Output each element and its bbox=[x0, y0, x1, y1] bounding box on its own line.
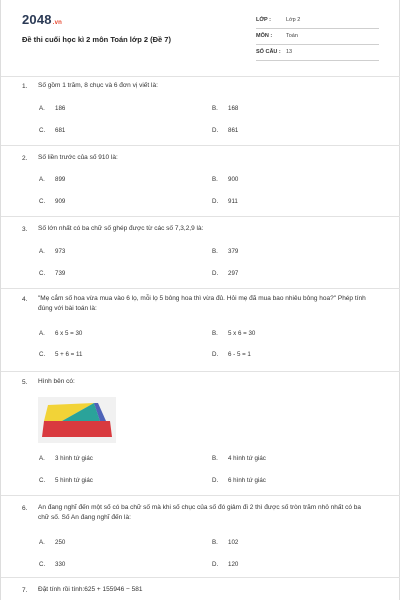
option-value: 6 x 5 = 30 bbox=[55, 330, 83, 337]
option-letter: D. bbox=[212, 270, 219, 277]
option-c[interactable] bbox=[39, 127, 65, 134]
option-letter: A. bbox=[39, 248, 45, 255]
option-value: 120 bbox=[228, 561, 239, 568]
document-title: Đề thi cuối học kì 2 môn Toán lớp 2 (Đề 7) bbox=[22, 35, 171, 44]
option-d[interactable] bbox=[212, 561, 238, 568]
option-letter: B. bbox=[212, 455, 218, 462]
option-d[interactable] bbox=[212, 351, 251, 358]
option-b[interactable] bbox=[212, 455, 266, 462]
question-number: 4. bbox=[22, 296, 28, 303]
option-a[interactable] bbox=[39, 176, 65, 183]
option-c[interactable] bbox=[39, 561, 65, 568]
option-value: 681 bbox=[55, 127, 66, 134]
question-text: An đang nghĩ đến một số có ba chữ số mà khi số chục của số đó giảm đi 2 thì được số tròn trăm nhỏ nhất có ba chữ số. Số An đang nghĩ đến là: bbox=[38, 504, 361, 521]
logo-text: 2048 bbox=[22, 12, 52, 27]
quadrilateral-figure-drawing bbox=[38, 397, 116, 443]
option-value: 297 bbox=[228, 270, 239, 277]
question-number: 2. bbox=[22, 155, 28, 162]
meta-value: Toán bbox=[286, 33, 298, 39]
option-letter: A. bbox=[39, 176, 45, 183]
meta-key: SỐ CÂU : bbox=[256, 49, 281, 55]
meta-key: LỚP : bbox=[256, 17, 271, 23]
option-d[interactable] bbox=[212, 270, 238, 277]
option-letter: B. bbox=[212, 539, 218, 546]
option-value: 379 bbox=[228, 248, 239, 255]
option-value: 5 x 6 = 30 bbox=[228, 330, 256, 337]
option-letter: D. bbox=[212, 561, 219, 568]
option-value: 911 bbox=[228, 198, 238, 205]
question-text: Số lớn nhất có ba chữ số ghép được từ các số 7,3,2,9 là: bbox=[38, 225, 204, 232]
option-b[interactable] bbox=[212, 105, 238, 112]
option-a[interactable] bbox=[39, 330, 82, 337]
option-value: 6 hình tứ giác bbox=[228, 477, 266, 484]
option-d[interactable] bbox=[212, 477, 266, 484]
option-letter: B. bbox=[212, 330, 218, 337]
option-c[interactable] bbox=[39, 198, 65, 205]
option-value: 168 bbox=[228, 105, 239, 112]
red-region bbox=[42, 421, 112, 437]
question-text: Số liền trước của số 910 là: bbox=[38, 154, 118, 161]
option-a[interactable] bbox=[39, 105, 65, 112]
option-value: 6 - 5 = 1 bbox=[228, 351, 251, 358]
option-value: 250 bbox=[55, 539, 66, 546]
option-letter: C. bbox=[39, 561, 46, 568]
option-c[interactable] bbox=[39, 351, 82, 358]
question-number: 3. bbox=[22, 226, 28, 233]
question-text: Hình bên có: bbox=[38, 378, 75, 385]
logo-tld: .vn bbox=[52, 20, 63, 26]
option-a[interactable] bbox=[39, 455, 93, 462]
site-logo[interactable] bbox=[22, 12, 62, 27]
option-letter: B. bbox=[212, 105, 218, 112]
meta-value: 13 bbox=[286, 49, 293, 55]
option-value: 5 hình tứ giác bbox=[55, 477, 93, 484]
option-d[interactable] bbox=[212, 127, 238, 134]
option-value: 330 bbox=[55, 561, 66, 568]
option-b[interactable] bbox=[212, 539, 238, 546]
option-c[interactable] bbox=[39, 270, 65, 277]
question-text: "Mẹ cắm số hoa vừa mua vào 6 lọ, mỗi lọ 5 bông hoa thì vừa đủ. Hỏi mẹ đã mua bao nhiêu bông hoa?" Phép tính đúng với bài toán là: bbox=[38, 295, 366, 312]
question-number: 7. bbox=[22, 587, 28, 594]
option-letter: D. bbox=[212, 477, 219, 484]
meta-question-count bbox=[256, 46, 379, 61]
option-value: 900 bbox=[228, 176, 239, 183]
option-letter: D. bbox=[212, 198, 219, 205]
option-value: 102 bbox=[228, 539, 239, 546]
option-value: 3 hình tứ giác bbox=[55, 455, 93, 462]
meta-class bbox=[256, 14, 379, 29]
question-number: 5. bbox=[22, 379, 28, 386]
option-value: 4 hình tứ giác bbox=[228, 455, 266, 462]
meta-subject bbox=[256, 30, 379, 45]
document-header bbox=[1, 0, 400, 77]
option-letter: A. bbox=[39, 539, 45, 546]
option-b[interactable] bbox=[212, 248, 238, 255]
option-letter: B. bbox=[212, 248, 218, 255]
option-letter: B. bbox=[212, 176, 218, 183]
option-value: 909 bbox=[55, 198, 66, 205]
option-b[interactable] bbox=[212, 176, 238, 183]
option-letter: A. bbox=[39, 330, 45, 337]
option-a[interactable] bbox=[39, 248, 65, 255]
question-text: Đặt tính rồi tính:625 + 155946 − 581 bbox=[38, 586, 143, 593]
option-letter: C. bbox=[39, 270, 46, 277]
option-value: 186 bbox=[55, 105, 66, 112]
option-letter: C. bbox=[39, 477, 46, 484]
option-value: 5 + 6 = 11 bbox=[55, 351, 83, 358]
option-letter: D. bbox=[212, 127, 219, 134]
option-value: 899 bbox=[55, 176, 66, 183]
option-a[interactable] bbox=[39, 539, 65, 546]
meta-value: Lớp 2 bbox=[286, 17, 301, 23]
option-value: 739 bbox=[55, 270, 66, 277]
option-letter: D. bbox=[212, 351, 219, 358]
option-letter: C. bbox=[39, 127, 46, 134]
option-c[interactable] bbox=[39, 477, 93, 484]
option-letter: A. bbox=[39, 105, 45, 112]
option-letter: C. bbox=[39, 198, 46, 205]
meta-key: MÔN : bbox=[256, 33, 273, 39]
option-letter: A. bbox=[39, 455, 45, 462]
option-value: 973 bbox=[55, 248, 66, 255]
question-number: 6. bbox=[22, 505, 28, 512]
option-value: 861 bbox=[228, 127, 239, 134]
question-number: 1. bbox=[22, 83, 28, 90]
question-text: Số gồm 1 trăm, 8 chục và 6 đơn vị viết là: bbox=[38, 82, 158, 89]
option-b[interactable] bbox=[212, 330, 255, 337]
option-letter: C. bbox=[39, 351, 46, 358]
quadrilateral-figure bbox=[38, 397, 116, 443]
option-d[interactable] bbox=[212, 198, 238, 205]
